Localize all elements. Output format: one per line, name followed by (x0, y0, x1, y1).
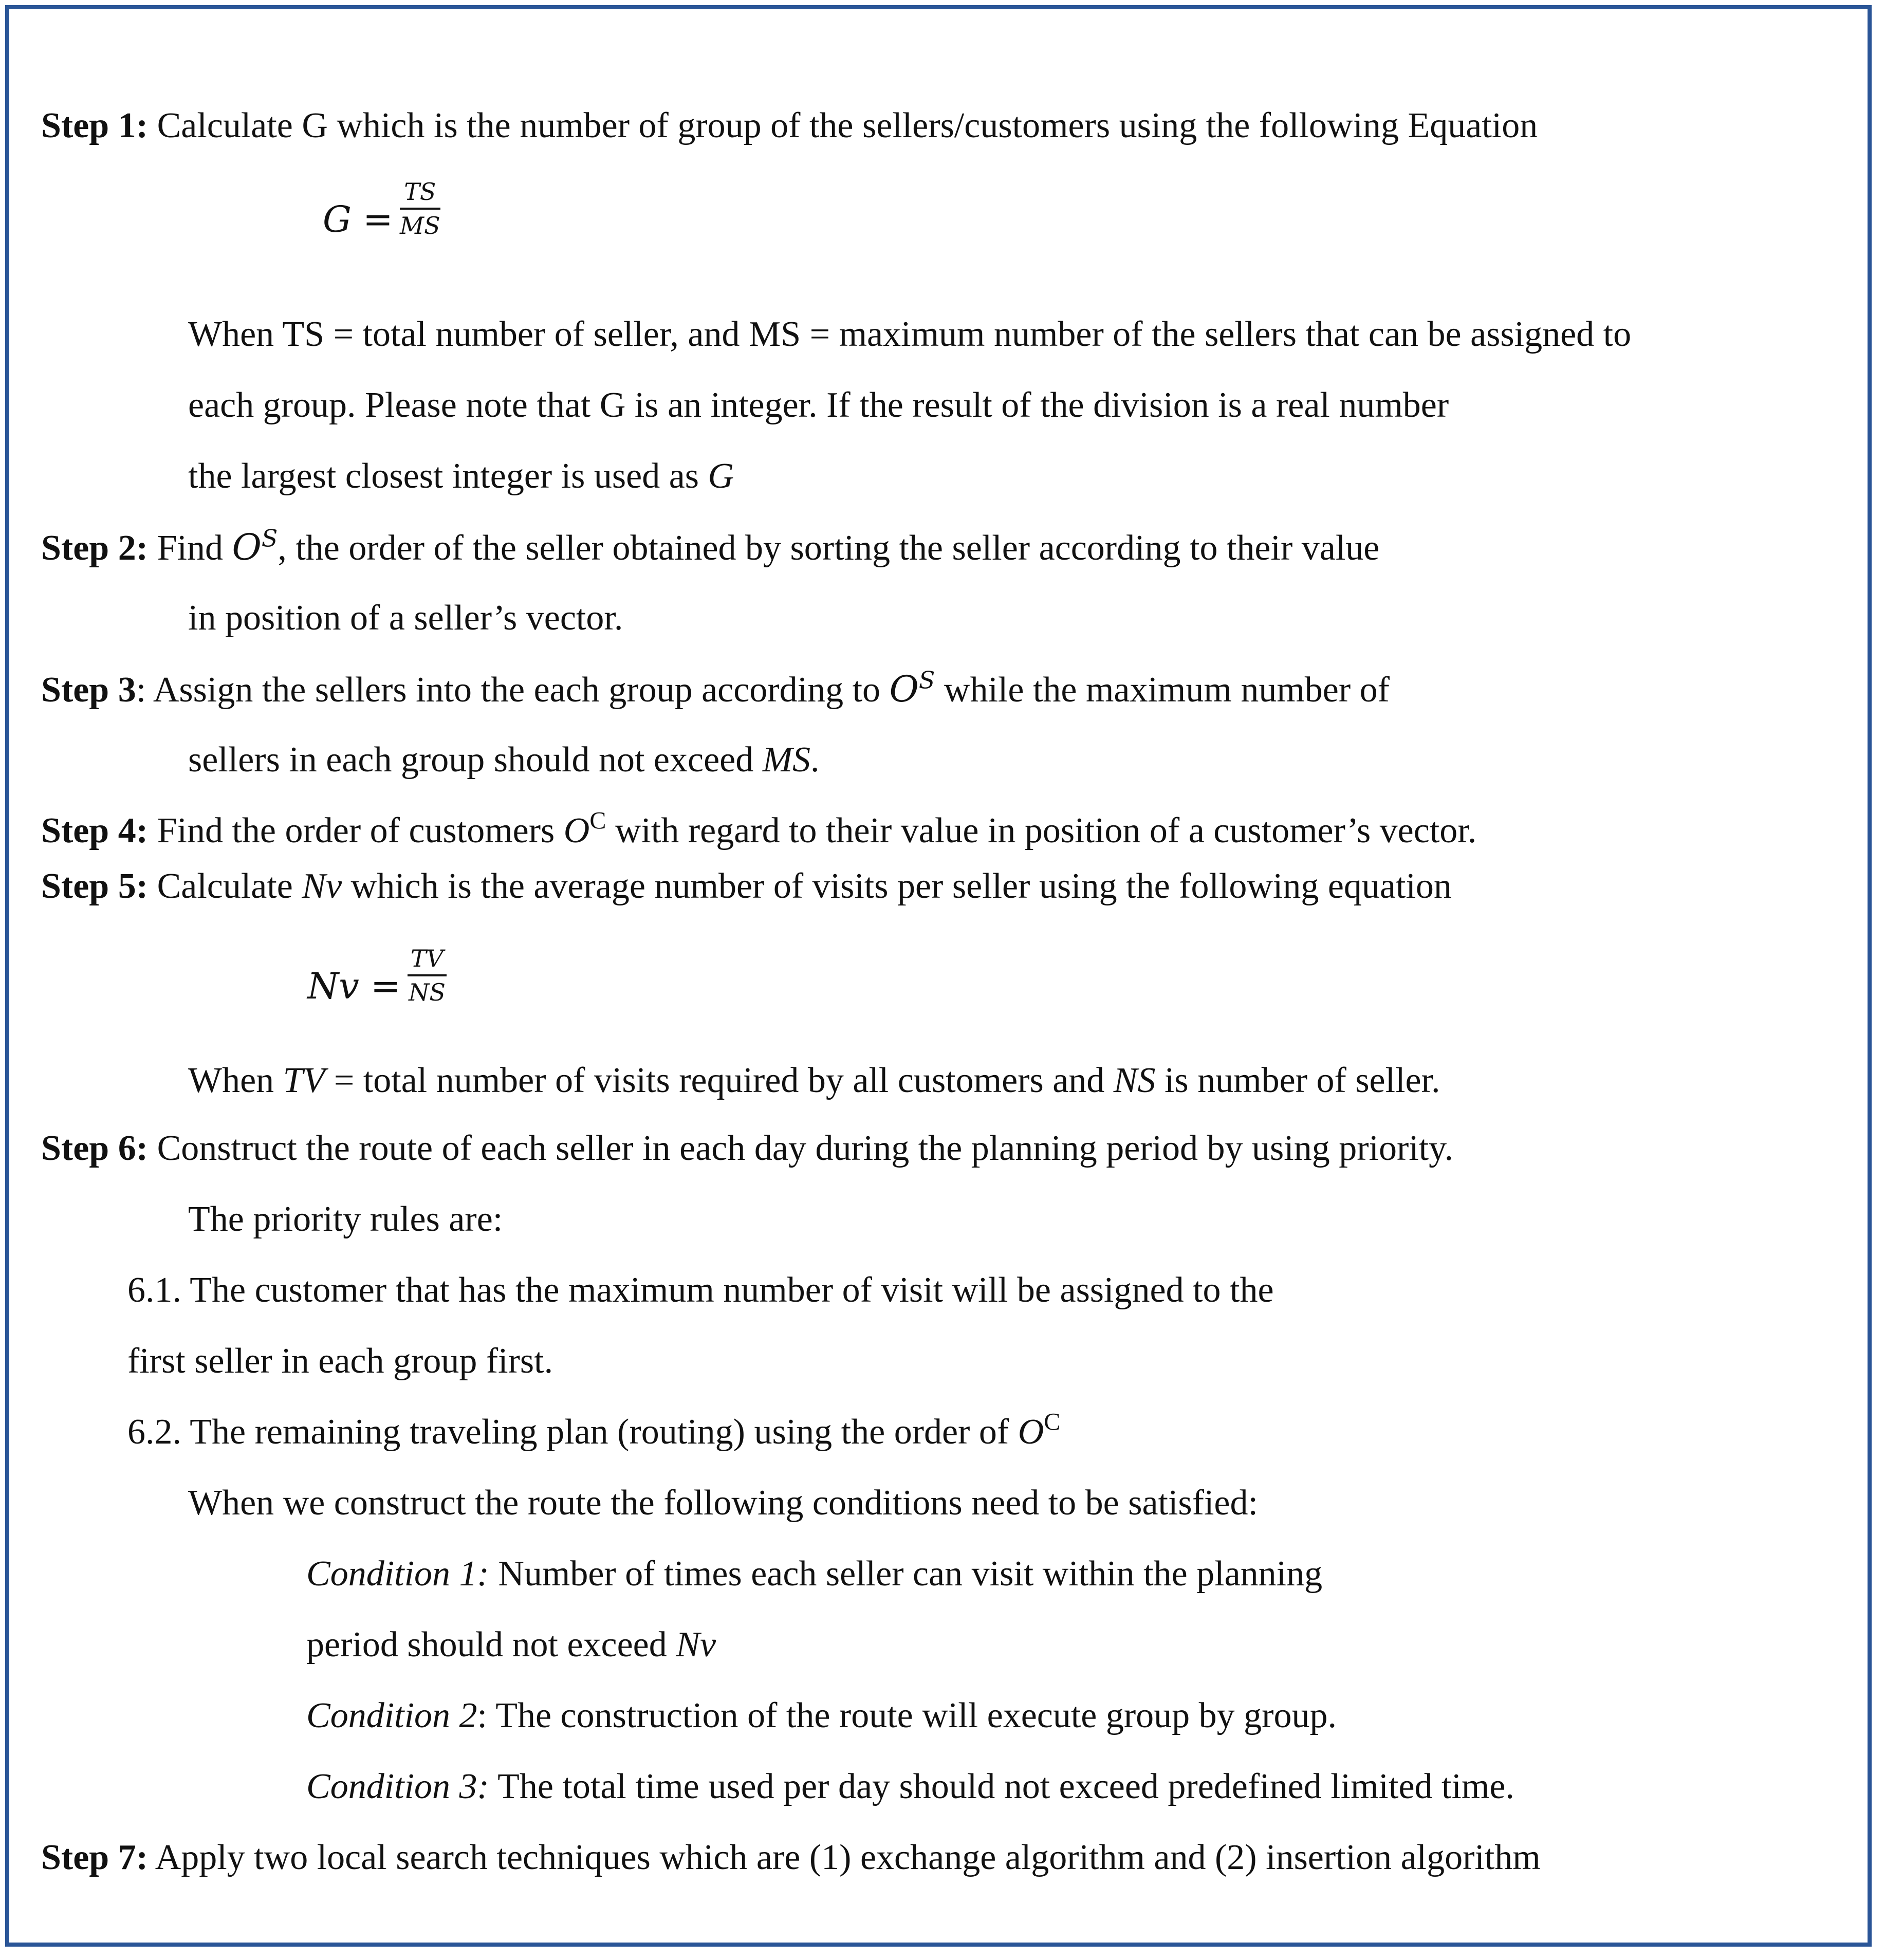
step-5-when (188, 1063, 1440, 1099)
algorithm-box (5, 5, 1872, 1947)
equation-nv-denominator: NS (409, 978, 446, 1006)
step-3-label: Step 3 (41, 670, 136, 710)
step-4-label: Step 4: (41, 811, 149, 850)
step-5-var-tv: TV (283, 1061, 325, 1100)
step-7-text: Apply two local search techniques which are (1) exchange algorithm and (2) insertion algorithm (148, 1838, 1541, 1877)
step-5-text: which is the average number of visits per seller using the following equation (342, 866, 1452, 906)
step-4-symbol: O (563, 811, 590, 850)
rule-6-2-superscript: C (1044, 1408, 1061, 1436)
condition-1 (306, 1556, 1322, 1592)
step-3-symbol: O (889, 668, 919, 710)
condition-1-continued (306, 1627, 716, 1663)
rule-6-2-text: 6.2. The remaining traveling plan (routing) using the order of (127, 1412, 1018, 1452)
step-1-label: Step 1: (41, 106, 149, 145)
condition-1-label: Condition 1: (306, 1554, 489, 1594)
step-5-var-ns: NS (1113, 1061, 1156, 1100)
step-3-period: . (810, 740, 820, 780)
equation-nv-numerator: TV (408, 947, 447, 976)
step-2-pre: Find (148, 528, 232, 568)
step-3 (41, 666, 1390, 710)
step-5-label: Step 5: (41, 866, 149, 906)
step-1-when-line-3 (188, 458, 734, 494)
condition-3 (306, 1769, 1514, 1805)
equation-g-numerator: TS (400, 180, 440, 210)
condition-2-label: Condition 2 (306, 1696, 477, 1735)
equation-g-denominator: MS (400, 212, 440, 239)
step-4 (41, 807, 1477, 850)
step-5-when-mid: = total number of visits required by all customers and (325, 1061, 1114, 1100)
condition-3-label: Condition 3: (306, 1767, 489, 1806)
condition-3-text: The total time used per day should not exceed predefined limited time. (489, 1767, 1514, 1806)
step-2-label: Step 2: (41, 528, 149, 568)
condition-2 (306, 1698, 1337, 1734)
step-5-when-post: is number of seller. (1155, 1061, 1440, 1100)
condition-1-var-nv: Nv (676, 1625, 716, 1665)
rule-6-2 (127, 1408, 1061, 1452)
step-3-continued-text: sellers in each group should not exceed (188, 740, 763, 780)
step-1-when-line-3-text: the largest closest integer is used as (188, 456, 708, 496)
step-3-text: while the maximum number of (944, 670, 1390, 710)
step-1 (41, 108, 1538, 144)
step-4-text: with regard to their value in position of a customer’s vector. (606, 811, 1477, 850)
rule-6-1-line-2: first seller in each group first. (127, 1341, 553, 1381)
step-1-var-g: G (708, 456, 734, 496)
step-2-symbol: O (232, 526, 262, 568)
step-1-text: Calculate G which is the number of group of the sellers/customers using the following Equation (148, 106, 1538, 145)
step-7-label: Step 7: (41, 1838, 149, 1877)
step-3-continued (188, 742, 820, 778)
condition-2-text: : The construction of the route will execute group by group. (477, 1696, 1337, 1735)
step-4-superscript: C (589, 807, 606, 835)
step-2 (41, 524, 1380, 568)
condition-1-continued-text: period should not exceed (306, 1625, 676, 1665)
step-5-pre: Calculate (148, 866, 302, 906)
equation-g-lhs: G = (323, 198, 393, 241)
step-6-label: Step 6: (41, 1129, 149, 1168)
step-6-rules-intro: The priority rules are: (188, 1199, 503, 1239)
rule-6-1-line-1: 6.1. The customer that has the maximum number of visit will be assigned to the (127, 1270, 1274, 1310)
step-6-text: Construct the route of each seller in each day during the planning period by using priority. (148, 1129, 1454, 1168)
step-7 (41, 1840, 1541, 1876)
step-1-when-line-2: each group. Please note that G is an integer. If the result of the division is a real number (188, 385, 1449, 425)
condition-1-text: Number of times each seller can visit within the planning (489, 1554, 1323, 1594)
step-4-pre: Find the order of customers (148, 811, 564, 850)
step-2-text: , the order of the seller obtained by sorting the seller according to their value (278, 528, 1380, 568)
step-1-when-line-1: When TS = total number of seller, and MS = maximum number of the sellers that can be assigned to (188, 315, 1632, 354)
step-2-superscript: S (261, 524, 278, 552)
step-5-when-pre: When (188, 1061, 283, 1100)
rule-6-2-symbol: O (1018, 1412, 1044, 1452)
equation-nv-fraction (408, 947, 447, 1004)
equation-nv-lhs: Nv = (307, 965, 401, 1007)
step-3-pre: : Assign the sellers into the each group according to (136, 670, 890, 710)
step-5-var-nv: Nv (302, 866, 342, 906)
equation-g-fraction (400, 180, 440, 237)
conditions-intro: When we construct the route the following conditions need to be satisfied: (188, 1483, 1258, 1523)
step-3-var-ms: MS (762, 740, 811, 780)
step-2-continued: in position of a seller’s vector. (188, 598, 623, 638)
step-6 (41, 1131, 1453, 1167)
step-5 (41, 868, 1452, 904)
step-3-superscript: S (918, 666, 935, 694)
